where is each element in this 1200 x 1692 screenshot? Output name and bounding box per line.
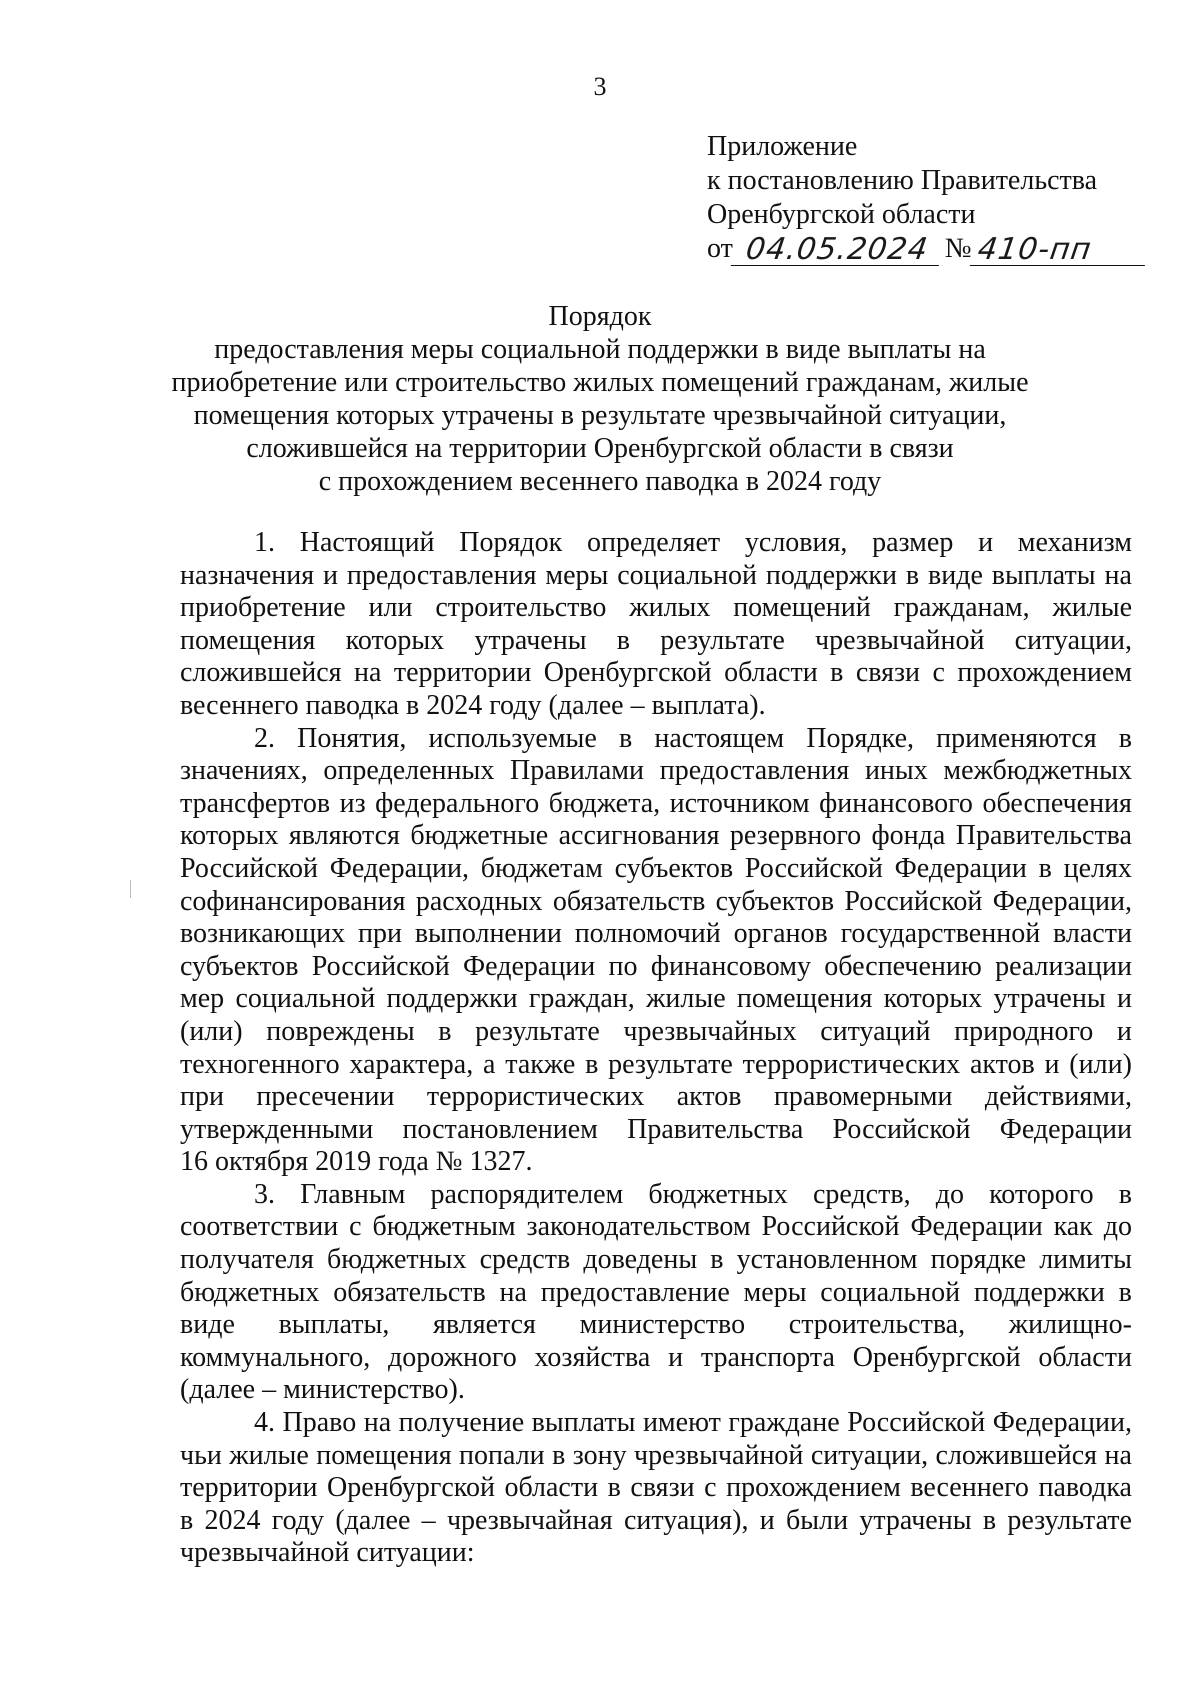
appendix-date-number-line: [707, 232, 1147, 266]
handwritten-date: 04.05.2024: [731, 235, 943, 266]
title-line: предоставления меры социальной поддержки в виде выплаты на: [214, 334, 986, 365]
paragraph-line: которых являются бюджетные ассигнования резервного фонда Правительства: [180, 820, 1132, 852]
paragraph-line: трансфертов из федерального бюджета, источником финансового обеспечения: [180, 787, 1132, 819]
paragraph-line: софинансирования расходных обязательств субъектов Российской Федерации,: [180, 885, 1132, 917]
paragraph-line: мер социальной поддержки граждан, жилые помещения которых утрачены и: [180, 983, 1132, 1015]
title-heading: Порядок: [548, 301, 652, 332]
paragraph-line: чьи жилые помещения попали в зону чрезвычайной ситуации, сложившейся на: [180, 1439, 1132, 1471]
paragraph-line: бюджетных обязательств на предоставление меры социальной поддержки в: [180, 1276, 1132, 1308]
paragraph-line: 3. Главным распорядителем бюджетных средств, до которого в: [254, 1178, 1132, 1210]
title-line: сложившейся на территории Оренбургской области в связи: [246, 433, 954, 464]
paragraph-line: приобретение или строительство жилых помещений гражданам, жилые: [180, 592, 1132, 624]
paragraph-line: (или) повреждены в результате чрезвычайных ситуаций природного и: [180, 1015, 1132, 1047]
document-title: [0, 300, 1200, 498]
paragraph-line: чрезвычайной ситуации:: [180, 1537, 475, 1569]
paragraph-line: виде выплаты, является министерство строительства, жилищно-: [180, 1309, 1132, 1341]
appendix-region-line: Оренбургской области: [707, 199, 976, 230]
paragraph-line: при пресечении террористических актов правомерными действиями,: [180, 1081, 1132, 1113]
paragraph-line: помещения которых утрачены в результате чрезвычайной ситуации,: [180, 624, 1132, 656]
paragraph-line: весеннего паводка в 2024 году (далее – выплата).: [180, 689, 766, 721]
appendix-block: [707, 130, 1147, 266]
paragraph-line: значениях, определенных Правилами предоставления иных межбюджетных: [180, 755, 1132, 787]
scan-artifact: [130, 880, 131, 898]
paragraph-line: субъектов Российской Федерации по финансовому обеспечению реализации: [180, 950, 1132, 982]
handwritten-number: 410-пп: [969, 235, 1148, 266]
paragraph-line: 4. Право на получение выплаты имеют граждане Российской Федерации,: [254, 1407, 1132, 1439]
document-body: [180, 527, 1132, 1570]
paragraph-line: назначения и предоставления меры социальной поддержки в виде выплаты на: [180, 559, 1132, 591]
paragraph-line: в 2024 году (далее – чрезвычайная ситуация), и были утрачены в результате: [180, 1504, 1132, 1536]
paragraph-line: возникающих при выполнении полномочий органов государственной власти: [180, 918, 1132, 950]
paragraph-line: техногенного характера, а также в результате террористических актов и (или): [180, 1048, 1132, 1080]
page-number: 3: [593, 72, 607, 101]
paragraph-line: Российской Федерации, бюджетам субъектов Российской Федерации в целях: [180, 852, 1132, 884]
paragraph-line: соответствии с бюджетным законодательством Российской Федерации как до: [180, 1211, 1132, 1243]
paragraph-line: территории Оренбургской области в связи с прохождением весеннего паводка: [180, 1472, 1132, 1504]
paragraph-line: 1. Настоящий Порядок определяет условия, размер и механизм: [254, 527, 1132, 558]
title-line: приобретение или строительство жилых помещений гражданам, жилые: [171, 367, 1029, 398]
appendix-title: Приложение: [707, 131, 858, 162]
title-line: помещения которых утрачены в результате чрезвычайной ситуации,: [193, 400, 1007, 431]
date-prefix: от: [707, 233, 733, 264]
paragraph-line: сложившейся на территории Оренбургской области в связи с прохождением: [180, 657, 1132, 689]
paragraph-line: (далее – министерство).: [180, 1374, 465, 1406]
paragraph-line: 2. Понятия, используемые в настоящем Порядке, применяются в: [254, 722, 1132, 754]
paragraph-line: коммунального, дорожного хозяйства и транспорта Оренбургской области: [180, 1341, 1132, 1373]
title-line: с прохождением весеннего паводка в 2024 году: [318, 466, 882, 497]
paragraph-line: 16 октября 2019 года № 1327.: [180, 1146, 533, 1178]
paragraph-line: утвержденными постановлением Правительства Российской Федерации: [180, 1113, 1132, 1145]
paragraph-line: получателя бюджетных средств доведены в установленном порядке лимиты: [180, 1244, 1132, 1276]
number-sign: №: [944, 233, 972, 264]
appendix-resolution-line: к постановлению Правительства: [707, 165, 1098, 196]
